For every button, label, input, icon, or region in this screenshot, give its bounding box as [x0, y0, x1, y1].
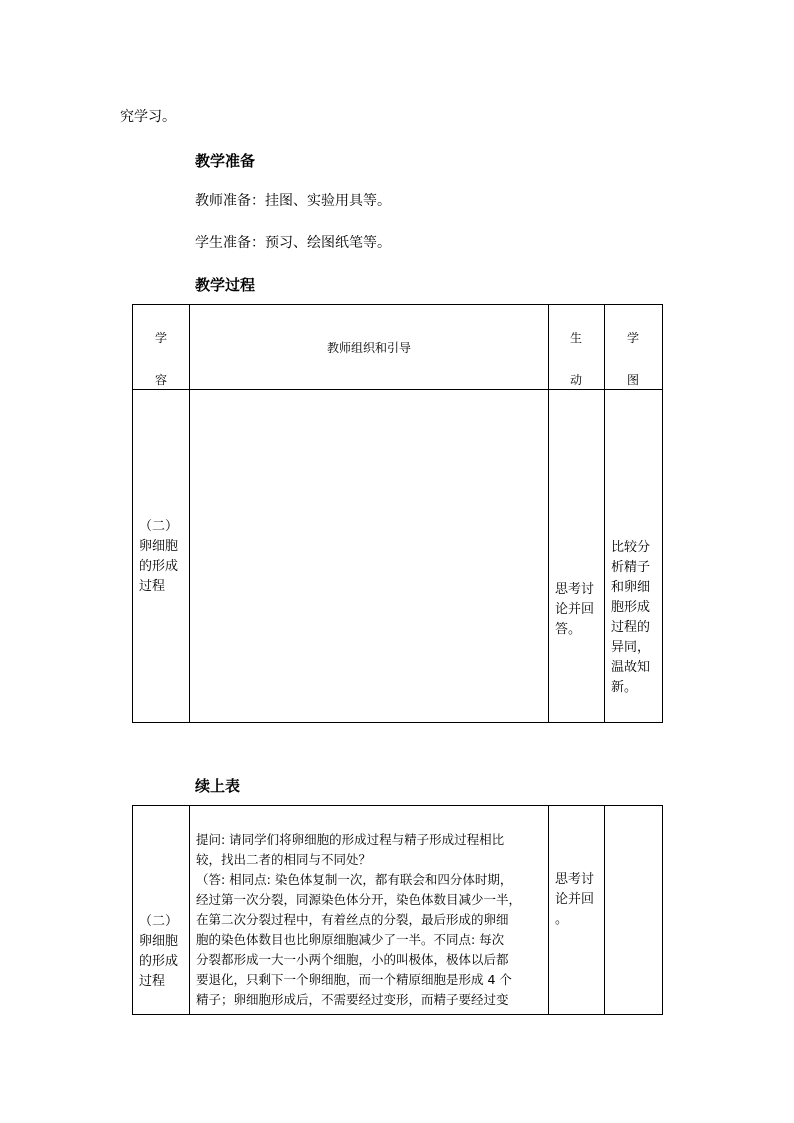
intent-line: 和卵细 [611, 580, 651, 595]
guide-line: 较，找出二者的相同与不同处？ [196, 852, 372, 867]
content-line: 过程 [139, 974, 166, 989]
header-cell-guide [190, 305, 549, 390]
guide-line: 分裂都形成一大一小两个细胞，小的叫极体，极体以后都 [196, 952, 509, 967]
row-content-cell [133, 390, 190, 723]
row-activity-cell [549, 390, 605, 723]
teacher-prep-text: 教师准备：挂图、实验用具等。 [195, 193, 391, 209]
activity-line: 答。 [555, 622, 582, 637]
process-table-row [133, 390, 663, 723]
activity-line: 思考讨 [555, 872, 595, 887]
continued-content-text [139, 912, 178, 992]
activity-line: 。 [555, 912, 569, 927]
guide-line: （答: 相同点: 染色体复制一次，都有联会和四分体时期， [196, 872, 513, 887]
header-activity-top: 生 [570, 331, 583, 345]
student-prep-text: 学生准备：预习、绘图纸笔等。 [195, 235, 391, 251]
guide-line: 在第二次分裂过程中，有着丝点的分裂，最后形成的卵细 [196, 912, 509, 927]
prep-heading: 教学准备 [195, 152, 256, 170]
intent-line: 异同， [611, 640, 651, 655]
content-line: （二） [139, 519, 179, 534]
header-intent-top: 学 [627, 331, 640, 345]
guide-line: 提问: 请同学们将卵细胞的形成过程与精子形成过程相比 [196, 832, 505, 847]
continued-heading: 续上表 [195, 777, 241, 795]
activity-line: 论并回 [555, 602, 595, 617]
content-line: 过程 [139, 579, 166, 594]
intent-line: 比较分 [611, 540, 651, 555]
content-line: 卵细胞 [139, 934, 179, 949]
row-content-text [139, 517, 178, 597]
intent-line: 析精子 [611, 560, 651, 575]
continued-content-cell [133, 806, 190, 1015]
activity-line: 思考讨 [555, 582, 595, 597]
process-table-header-row [133, 305, 663, 390]
header-content-bottom: 容 [155, 373, 168, 387]
header-cell-content [133, 305, 190, 390]
row-intent-cell [605, 390, 663, 723]
row-intent-text [611, 538, 650, 698]
header-activity-bottom: 动 [570, 373, 583, 387]
intent-line: 胞形成 [611, 600, 651, 615]
header-content-top: 学 [155, 331, 168, 345]
intent-line: 温故知 [611, 660, 651, 675]
process-heading: 教学过程 [195, 276, 256, 294]
intent-line: 新。 [611, 680, 638, 695]
row-activity-text [555, 580, 594, 640]
row-guide-cell [190, 390, 549, 723]
guide-line: 要退化，只剩下一个卵细胞，而一个精原细胞是形成 4 个 [196, 972, 512, 987]
continued-table-row [133, 806, 663, 1015]
continued-guide-text [196, 830, 521, 1010]
process-table [132, 304, 663, 723]
continued-guide-cell [190, 806, 549, 1015]
intent-line: 过程的 [611, 620, 651, 635]
header-cell-intent [605, 305, 663, 390]
header-cell-activity [549, 305, 605, 390]
content-line: （二） [139, 914, 179, 929]
continued-intent-cell [605, 806, 663, 1015]
guide-line: 经过第一次分裂，同源染色体分开，染色体数目减少一半， [196, 892, 522, 907]
content-line: 的形成 [139, 559, 179, 574]
continued-activity-cell [549, 806, 605, 1015]
content-line: 的形成 [139, 954, 179, 969]
header-guide-label: 教师组织和引导 [326, 340, 411, 355]
guide-line: 精子；卵细胞形成后，不需要经过变形，而精子要经过变 [196, 992, 509, 1007]
guide-line: 胞的染色体数目也比卵原细胞减少了一半。不同点: 每次 [196, 932, 505, 947]
header-intent-bottom: 图 [627, 373, 640, 387]
continued-activity-text [555, 870, 594, 930]
content-line: 卵细胞 [139, 539, 179, 554]
continued-table [132, 805, 663, 1015]
activity-line: 论并回 [555, 892, 595, 907]
intro-tail-text: 究学习。 [120, 109, 176, 125]
